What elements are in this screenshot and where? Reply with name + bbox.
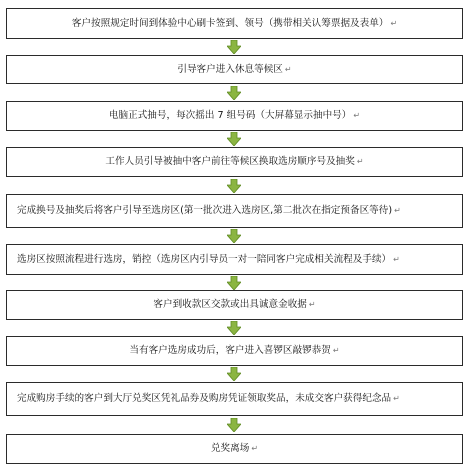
step-guide-to-selection — [6, 194, 463, 228]
step-text: 完成购房手续的客户到大厅兑奖区凭礼品券及购房凭证领取奖品，未成交客户获得纪念品 — [17, 393, 392, 405]
return-mark-icon: ↵ — [353, 111, 361, 120]
step-text: 工作人员引导被抽中客户前往等候区换取选房顺序号及抽奖 — [105, 156, 355, 168]
step-text: 当有客户选房成功后，客户进入喜锣区敲锣恭贺 — [129, 345, 331, 357]
step-text: 客户到收款区交款或出具诚意金收据 — [153, 299, 307, 311]
down-arrow-icon — [227, 418, 241, 432]
step-gong-celebration — [6, 336, 463, 366]
return-mark-icon: ↵ — [394, 206, 401, 215]
down-arrow-icon — [227, 276, 241, 290]
return-mark-icon: ↵ — [332, 346, 340, 355]
step-departure — [6, 434, 463, 464]
return-mark-icon: ↵ — [356, 157, 364, 166]
step-text: 兑奖离场 — [210, 443, 250, 455]
down-arrow-icon — [227, 367, 241, 381]
step-prize-redemption — [6, 382, 463, 416]
return-mark-icon: ↵ — [390, 18, 398, 28]
down-arrow-icon — [227, 229, 241, 243]
step-waiting-area — [6, 55, 463, 84]
step-payment — [6, 290, 463, 320]
return-mark-icon: ↵ — [393, 254, 400, 264]
step-text: 电脑正式抽号，每次摇出 7 组号码（大屏幕显示抽中号） — [108, 110, 352, 122]
step-room-selection — [6, 244, 463, 275]
step-exchange-sequence — [6, 147, 463, 177]
down-arrow-icon — [227, 321, 241, 335]
return-mark-icon: ↵ — [251, 444, 259, 453]
return-mark-icon: ↵ — [284, 64, 292, 74]
step-text: 客户按照规定时间到体验中心刷卡签到、领号（携带相关认筹票据及表单） — [71, 17, 389, 29]
down-arrow-icon — [227, 179, 241, 193]
step-text: 选房区按照流程进行选房，销控（选房区内引导员一对一陪同客户完成相关流程及手续） — [17, 253, 392, 265]
return-mark-icon: ↵ — [308, 300, 316, 309]
down-arrow-icon — [227, 40, 241, 54]
step-number-draw — [6, 101, 463, 131]
down-arrow-icon — [227, 132, 241, 146]
step-text: 引导客户进入休息等候区 — [177, 63, 283, 75]
step-text: 完成换号及抽奖后将客户引导至选房区(第一批次进入选房区,第二批次在指定预备区等待) — [17, 205, 393, 217]
step-checkin — [6, 8, 463, 39]
return-mark-icon: ↵ — [393, 394, 400, 403]
down-arrow-icon — [227, 86, 241, 100]
